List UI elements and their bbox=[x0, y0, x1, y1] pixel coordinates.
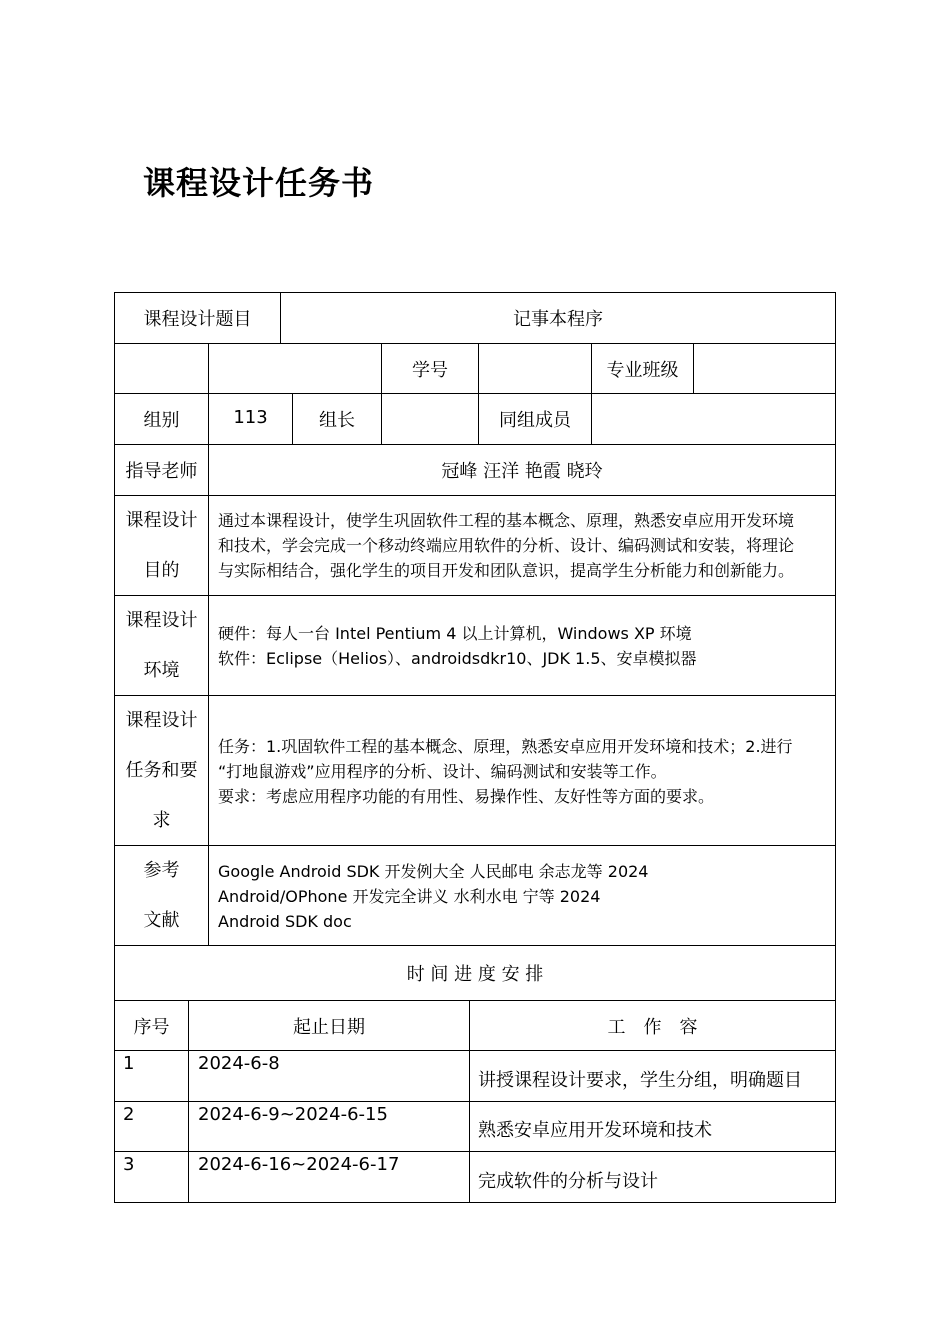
schedule-work: 熟悉安卓应用开发环境和技术 bbox=[478, 1120, 712, 1141]
topic-value: 记事本程序 bbox=[513, 309, 603, 330]
schedule-work: 完成软件的分析与设计 bbox=[478, 1171, 658, 1192]
task-line: 任务：1.巩固软件工程的基本概念、原理，熟悉安卓应用开发环境和技术；2.进行 bbox=[218, 737, 793, 756]
schedule-title: 时 间 进 度 安 排 bbox=[406, 964, 544, 985]
table-border-bottom bbox=[114, 1202, 836, 1203]
name-label bbox=[115, 344, 208, 393]
document-title: 课程设计任务书 bbox=[143, 164, 375, 202]
student-id-label: 学号 bbox=[412, 359, 448, 381]
members-label: 同组成员 bbox=[499, 410, 571, 431]
schedule-work: 讲授课程设计要求，学生分组，明确题目 bbox=[478, 1070, 802, 1091]
environment-label-line: 课程设计 bbox=[125, 610, 198, 631]
reference-line: Google Android SDK 开发例大全 人民邮电 余志龙等 2024 bbox=[218, 862, 649, 881]
schedule-no: 1 bbox=[123, 1053, 135, 1074]
task-label-line: 求 bbox=[152, 810, 171, 831]
class-label: 专业班级 bbox=[606, 359, 679, 381]
purpose-label-line: 目的 bbox=[143, 560, 180, 581]
task-label-line: 任务和要 bbox=[125, 760, 198, 781]
row-divider bbox=[114, 845, 836, 846]
schedule-date: 2024-6-16~2024-6-17 bbox=[198, 1154, 400, 1175]
teacher-label: 指导老师 bbox=[125, 461, 198, 482]
members-value bbox=[592, 394, 835, 444]
topic-label: 课程设计题目 bbox=[143, 309, 252, 330]
leader-value bbox=[382, 394, 478, 444]
group-value: 113 bbox=[233, 406, 268, 428]
environment-label bbox=[115, 596, 208, 696]
task-line: “打地鼠游戏”应用程序的分析、设计、编码测试和安装等工作。 bbox=[218, 762, 667, 781]
row-divider bbox=[114, 1151, 836, 1152]
schedule-date: 2024-6-8 bbox=[198, 1053, 280, 1074]
task-line: 要求：考虑应用程序功能的有用性、易操作性、友好性等方面的要求。 bbox=[218, 787, 715, 806]
references-text bbox=[218, 859, 649, 934]
schedule-no: 3 bbox=[123, 1154, 135, 1175]
row-divider bbox=[114, 1050, 836, 1051]
environment-line: 硬件：每人一台 Intel Pentium 4 以上计算机，Windows XP 环境 bbox=[218, 624, 692, 643]
purpose-line: 通过本课程设计，使学生巩固软件工程的基本概念、原理，熟悉安卓应用开发环境 bbox=[218, 511, 795, 530]
row-divider bbox=[114, 695, 836, 696]
row-divider bbox=[114, 495, 836, 496]
schedule-header-no: 序号 bbox=[133, 1016, 170, 1038]
group-label: 组别 bbox=[143, 410, 180, 431]
reference-line: Android SDK doc bbox=[218, 912, 352, 931]
table-border-right bbox=[835, 292, 836, 1203]
row-divider bbox=[114, 595, 836, 596]
task-text bbox=[218, 734, 793, 809]
references-label-line: 文献 bbox=[143, 910, 180, 931]
leader-label: 组长 bbox=[319, 410, 355, 431]
purpose-text bbox=[218, 508, 794, 583]
schedule-header-work: 工 作 容 bbox=[607, 1016, 698, 1038]
task-label-line: 课程设计 bbox=[125, 710, 198, 731]
references-label-line: 参考 bbox=[143, 860, 180, 881]
purpose-line: 与实际相结合，强化学生的项目开发和团队意识，提高学生分析能力和创新能力。 bbox=[218, 561, 795, 580]
teacher-value: 冠峰 汪洋 艳霞 晓玲 bbox=[441, 461, 603, 482]
environment-line: 软件：Eclipse（Helios）、androidsdkr10、JDK 1.5、安卓模拟器 bbox=[218, 649, 697, 668]
schedule-header-date: 起止日期 bbox=[293, 1016, 365, 1038]
reference-line: Android/OPhone 开发完全讲义 水利水电 宁等 2024 bbox=[218, 887, 601, 906]
task-label bbox=[115, 696, 208, 846]
schedule-no: 2 bbox=[123, 1104, 135, 1125]
schedule-date: 2024-6-9~2024-6-15 bbox=[198, 1104, 388, 1125]
class-value bbox=[694, 344, 835, 393]
purpose-label bbox=[115, 496, 208, 596]
purpose-line: 和技术，学会完成一个移动终端应用软件的分析、设计、编码测试和安装，将理论 bbox=[218, 536, 795, 555]
purpose-label-line: 课程设计 bbox=[125, 510, 198, 531]
name-value bbox=[209, 344, 381, 393]
environment-label-line: 环境 bbox=[143, 660, 180, 681]
student-id-value bbox=[479, 344, 591, 393]
environment-text bbox=[218, 621, 697, 671]
references-label bbox=[115, 846, 208, 946]
row-divider bbox=[114, 1101, 836, 1102]
